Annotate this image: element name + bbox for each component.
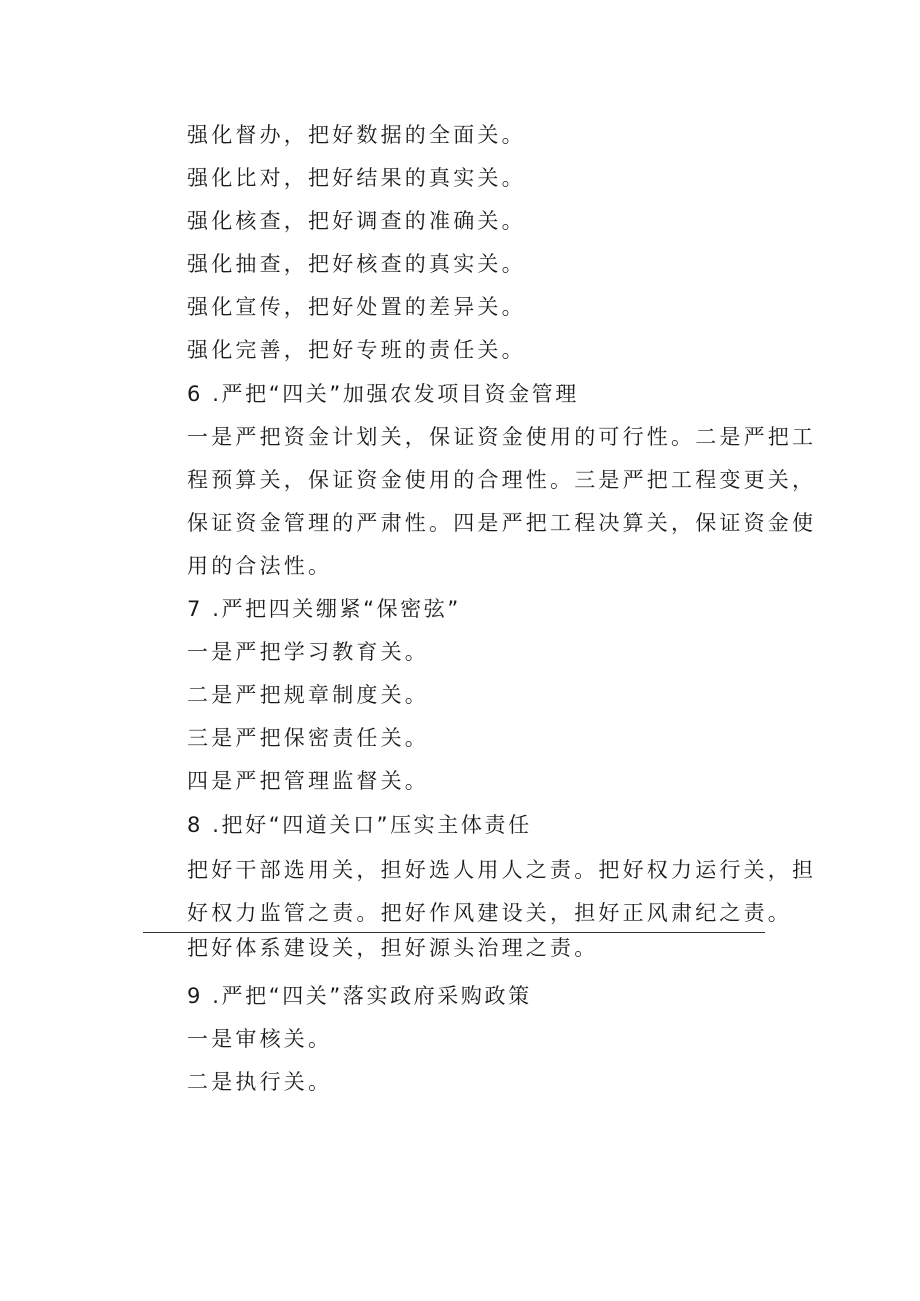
- list-item: 强化核查，把好调查的准确关。: [187, 209, 526, 233]
- section-7-body-line: 三是严把保密责任关。: [187, 726, 429, 750]
- list-item: 强化完善，把好专班的责任关。: [187, 338, 526, 362]
- section-6-body-line: 用的合法性。: [187, 554, 333, 578]
- section-9-heading: 9 .严把“四关”落实政府采购政策: [187, 984, 532, 1008]
- section-7-body-line: 一是严把学习教育关。: [187, 640, 429, 664]
- section-6-body-line: 程预算关，保证资金使用的合理性。三是严把工程变更关，: [187, 468, 817, 492]
- section-8-heading: 8 .把好“四道关口”压实主体责任: [187, 813, 532, 837]
- section-8-body-line: 把好体系建设关，担好源头治理之责。: [187, 936, 599, 960]
- section-9-body-line: 一是审核关。: [187, 1027, 333, 1051]
- list-item: 强化抽查，把好核查的真实关。: [187, 252, 526, 276]
- section-6-heading: 6 .严把“四关”加强农发项目资金管理: [187, 382, 579, 406]
- list-item: 强化比对，把好结果的真实关。: [187, 166, 526, 190]
- page-divider: [143, 932, 765, 933]
- list-item: 强化宣传，把好处置的差异关。: [187, 295, 526, 319]
- section-6-body-line: 保证资金管理的严肃性。四是严把工程决算关，保证资金使: [187, 511, 817, 535]
- section-6-body-line: 一是严把资金计划关，保证资金使用的可行性。二是严把工: [187, 425, 817, 449]
- section-7-heading: 7 .严把四关绷紧“保密弦”: [187, 597, 461, 621]
- section-9-body-line: 二是执行关。: [187, 1070, 333, 1094]
- list-item: 强化督办，把好数据的全面关。: [187, 123, 526, 147]
- section-7-body-line: 二是严把规章制度关。: [187, 683, 429, 707]
- section-8-body-line: 好权力监管之责。把好作风建设关，担好正风肃纪之责。: [187, 901, 792, 925]
- section-8-body-line: 把好干部选用关，担好选人用人之责。把好权力运行关，担: [187, 858, 817, 882]
- section-7-body-line: 四是严把管理监督关。: [187, 769, 429, 793]
